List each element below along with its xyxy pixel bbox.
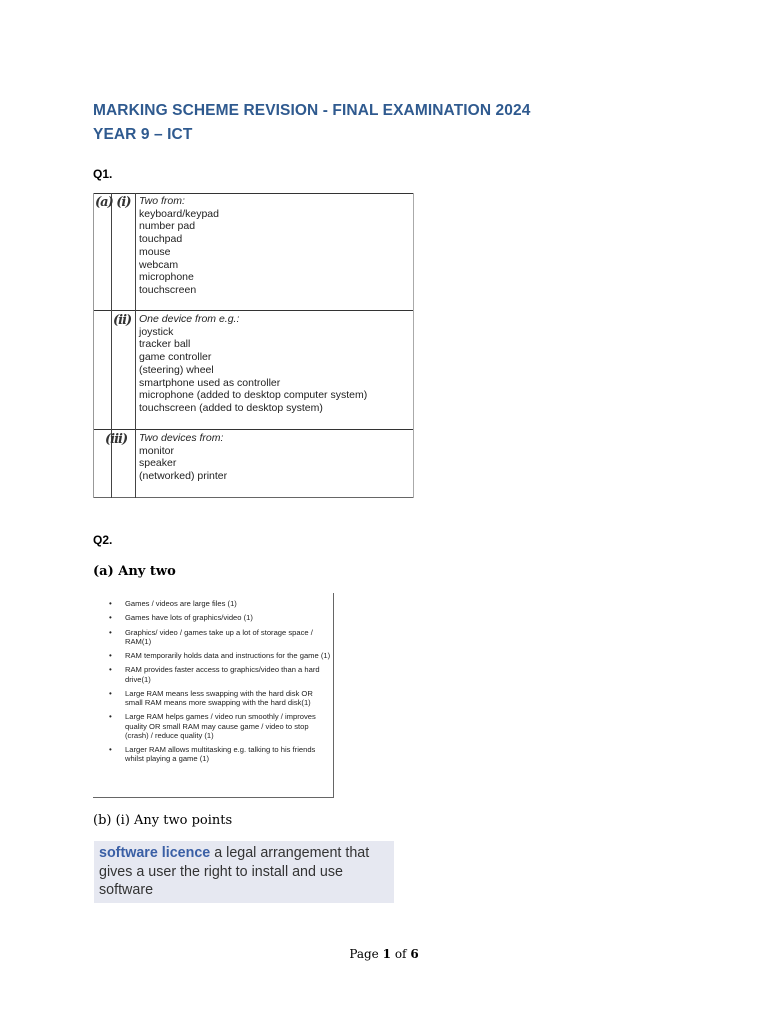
list-item-text: RAM provides faster access to graphics/video than a hard drive(1) <box>125 665 320 684</box>
answer-item: game controller <box>139 351 212 364</box>
definition <box>99 844 391 900</box>
part-number: (a) (i) <box>95 195 131 210</box>
document-subtitle: YEAR 9 – ICT <box>93 126 193 143</box>
table-rule <box>93 497 414 498</box>
bullet-icon: • <box>109 745 112 755</box>
list-item <box>103 613 331 622</box>
definition-box <box>94 841 394 903</box>
list-item <box>103 745 331 763</box>
list-item-text: Games have lots of graphics/video (1) <box>125 613 253 623</box>
q2-part-a-answer-box <box>93 593 334 798</box>
answer-item: touchpad <box>139 233 183 246</box>
document-title: MARKING SCHEME REVISION - FINAL EXAMINATION 2024 <box>93 102 531 119</box>
list-item <box>103 599 331 608</box>
list-item-text: Larger RAM allows multitasking e.g. talking to his friends whilst playing a game (1) <box>125 745 316 764</box>
list-item-text: Large RAM means less swapping with the hard disk OR small RAM means more swapping with the hard disk(1) <box>125 688 313 708</box>
page-total: 6 <box>410 947 419 961</box>
answer-header: Two from: <box>139 195 185 207</box>
list-item <box>103 689 331 707</box>
list-item <box>103 628 331 646</box>
list-item-text: Large RAM helps games / video run smoothly / improves quality OR small RAM may cause game / video to stop (crash) / reduce quality (1) <box>125 712 316 740</box>
answer-item: (networked) printer <box>139 470 228 483</box>
question-1-label: Q1. <box>93 167 113 181</box>
bullet-icon: • <box>109 627 112 637</box>
answer-item: number pad <box>139 220 196 233</box>
answer-header: Two devices from: <box>139 432 224 444</box>
answer-item: speaker <box>139 457 177 470</box>
answer-item: joystick <box>139 325 174 338</box>
page-word: Page <box>349 947 379 961</box>
part-number: (iii) <box>105 432 128 447</box>
definition-term: software licence <box>99 845 211 861</box>
question-2-label: Q2. <box>93 533 113 547</box>
answer-item: microphone <box>139 271 194 284</box>
bullet-icon: • <box>109 665 112 675</box>
answer-item: (steering) wheel <box>139 363 214 376</box>
list-item <box>103 665 331 683</box>
bullet-icon: • <box>109 712 112 722</box>
bullet-icon: • <box>109 613 112 623</box>
q1-part-a-ii <box>93 311 414 429</box>
page-footer <box>0 947 768 961</box>
page-current: 1 <box>382 947 391 961</box>
answer-item: mouse <box>139 245 171 258</box>
of-word: of <box>394 947 407 961</box>
part-number: (ii) <box>113 313 132 328</box>
definition-text: a legal arrangement that gives a user the right to install and use software <box>99 845 370 898</box>
q1-part-a-iii <box>93 430 414 497</box>
list-item <box>103 651 331 660</box>
list-item-text: RAM temporarily holds data and instructions for the game (1) <box>125 651 331 661</box>
list-item-text: Graphics/ video / games take up a lot of storage space / RAM(1) <box>125 627 313 646</box>
bullet-icon: • <box>109 651 112 661</box>
answer-item: keyboard/keypad <box>139 207 219 220</box>
list-item <box>103 712 331 740</box>
answer-item: touchscreen (added to desktop system) <box>139 401 323 414</box>
bullet-list <box>103 599 331 769</box>
part-a-heading: (a) Any two <box>93 564 176 579</box>
answer-header: One device from e.g.: <box>139 313 240 325</box>
answer-item: smartphone used as controller <box>139 376 281 389</box>
part-b-heading: (b) (i) Any two points <box>93 813 233 828</box>
answer-item: webcam <box>139 258 179 271</box>
answer-item: monitor <box>139 444 175 457</box>
answer-item: microphone (added to desktop computer system) <box>139 389 368 402</box>
bullet-icon: • <box>109 599 112 608</box>
answer-item: touchscreen <box>139 283 197 296</box>
list-item-text: Games / videos are large files (1) <box>125 599 237 608</box>
q1-part-a-i <box>93 193 414 310</box>
bullet-icon: • <box>109 688 112 698</box>
q1-answer-table <box>93 193 414 498</box>
answer-item: tracker ball <box>139 338 191 351</box>
